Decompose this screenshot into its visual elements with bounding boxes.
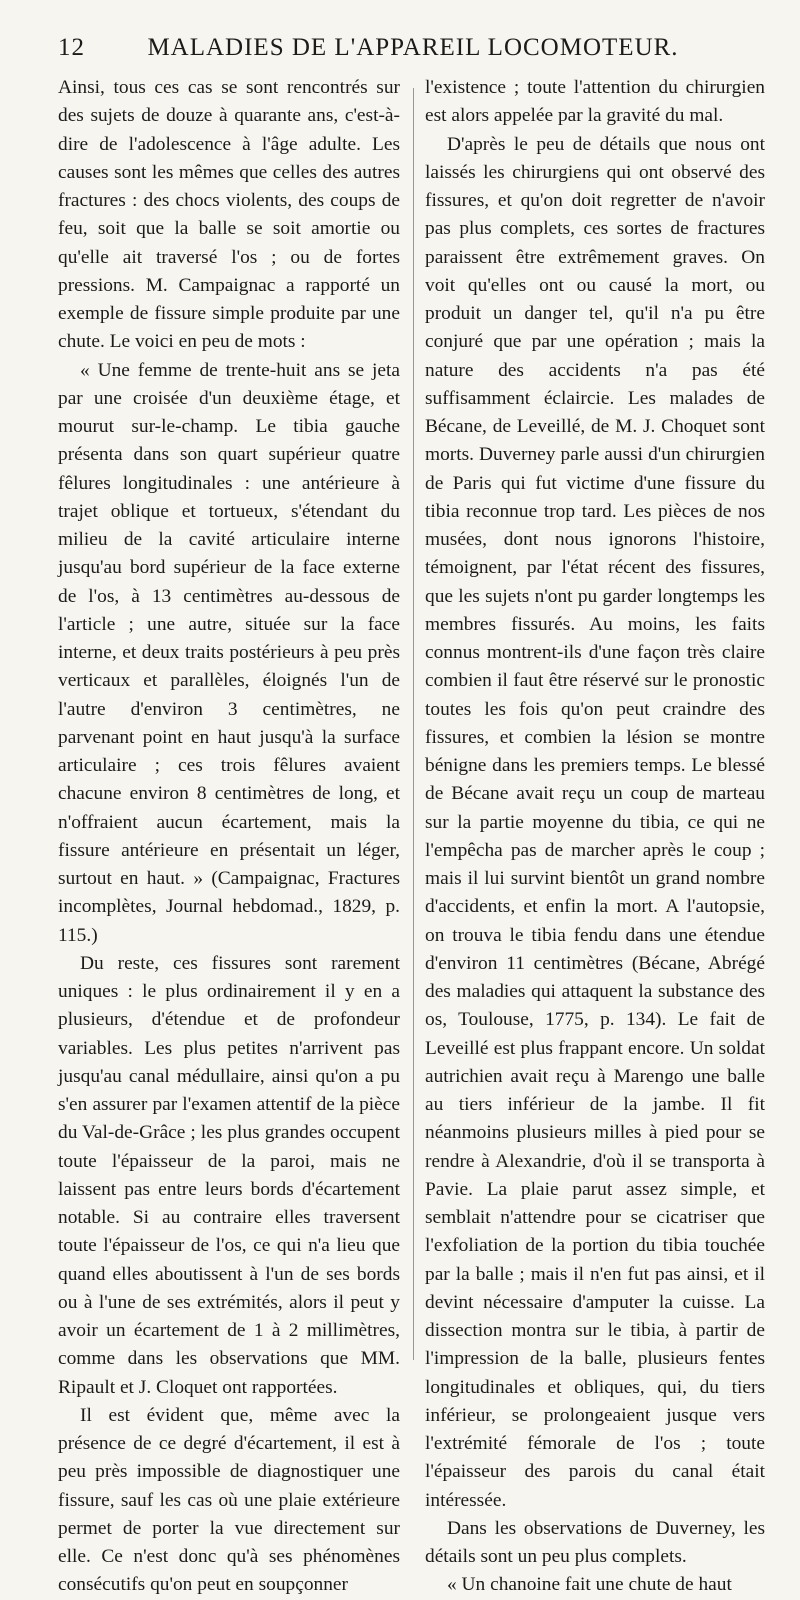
paragraph: « Une femme de trente-huit ans se jeta par une croisée d'un deuxième étage, et mourut sur-le-champ. Le tibia gauche présenta dans son quart supérieur quatre fêlures longitudinales : une antérieure à trajet oblique et tortueux, s'étendant du milieu de la cavité articulaire interne jusqu'au bord supérieur de la face externe de l'os, à 13 centimètres au-dessous de l'article ; une autre, située sur la face interne, et deux traits postérieurs à peu près verticaux et parallèles, éloignés l'un de l'autre d'environ 3 centimètres, ne parvenant point en haut jusqu'à la surface articulaire ; ces trois fêlures avaient chacune environ 8 centimètres de long, et n'offraient aucun écartement, mais la fissure antérieure en présentait un léger, surtout en haut. » (Campaignac, Fractures incomplètes, Journal hebdomad., 1829, p. 115.)	[58, 359, 400, 946]
page-number: 12	[58, 34, 85, 61]
right-column	[425, 74, 765, 1600]
page-header	[58, 34, 764, 66]
column-divider	[413, 88, 414, 1360]
paragraph: Ainsi, tous ces cas se sont rencontrés sur des sujets de douze à quarante ans, c'est-à-dire de l'adolescence à l'âge adulte. Les causes sont les mêmes que celles des autres fractures : des chocs violents, des coups de feu, soit que la balle se soit amortie ou qu'elle ait traversé l'os ; ou de fortes pressions. M. Campaignac a rapporté un exemple de fissure simple produite par une chute. Le voici en peu de mots :	[58, 77, 400, 353]
paragraph: Dans les observations de Duverney, les détails sont un peu plus complets.	[425, 1517, 765, 1567]
paragraph: « Un chanoine fait une chute de haut	[447, 1574, 732, 1596]
left-column	[58, 74, 400, 1600]
running-title: MALADIES DE L'APPAREIL LOCOMOTEUR.	[147, 34, 679, 61]
paragraph: Du reste, ces fissures sont rarement uniques : le plus ordinairement il y en a plusieurs, d'étendue et de profondeur variables. Les plus petites n'arrivent pas jusqu'au canal médullaire, ainsi qu'on a pu s'en assurer par l'examen attentif de la pièce du Val-de-Grâce ; les plus grandes occupent toute l'épaisseur de la paroi, mais ne laissent pas entre leurs bords d'écartement notable. Si au contraire elles traversent toute l'épaisseur de l'os, ce qui n'a lieu que quand elles aboutissent à l'un de ses bords ou à l'une de ses extrémités, alors il peut y avoir un écartement de 1 à 2 millimètres, comme dans les observations que MM. Ripault et J. Cloquet ont rapportées.	[58, 952, 400, 1398]
paragraph: Il est évident que, même avec la présence de ce degré d'écartement, il est à peu près impossible de diagnostiquer une fissure, sauf les cas où une plaie extérieure permet de porter la vue directement sur elle. Ce n'est donc qu'à ses phénomènes consécutifs qu'on peut en soupçonner	[58, 1404, 400, 1596]
paragraph: l'existence ; toute l'attention du chirurgien est alors appelée par la gravité du mal.	[425, 77, 765, 127]
paragraph: D'après le peu de détails que nous ont laissés les chirurgiens qui ont observé des fissures, et qu'on doit regretter de n'avoir pas plus complets, ces sortes de fractures paraissent être extrêmement graves. On voit qu'elles ont ou causé la mort, ou produit un danger tel, qu'il n'a pu être conjuré que par une opération ; mais la nature des accidents n'a pas été suffisamment éclaircie. Les malades de Bécane, de Leveillé, de M. J. Choquet sont morts. Duverney parle aussi d'un chirurgien de Paris qui fut victime d'une fissure du tibia reconnue trop tard. Les pièces de nos musées, dont nous ignorons l'histoire, témoignent, par l'état récent des fissures, que les sujets n'ont pu garder longtemps les membres fissurés. Au moins, les faits connus montrent-ils d'une façon très claire combien il faut être réservé sur le pronostic toutes les fois qu'on peut craindre des fissures, et combien la lésion se montre bénigne dans les premiers temps. Le blessé de Bécane avait reçu un coup de marteau sur la partie moyenne du tibia, ce qui ne l'empêcha pas de marcher après le coup ; mais il lui survint bientôt un grand nombre d'accidents, et enfin la mort. A l'autopsie, on trouva le tibia fendu dans une étendue d'environ 11 centimètres (Bécane, Abrégé des maladies qui attaquent la substance des os, Toulouse, 1775, p. 134). Le fait de Leveillé est plus frappant encore. Un soldat autrichien avait reçu à Marengo une balle au tiers inférieur de la jambe. Il fit néanmoins plusieurs milles à pied pour se rendre à Alexandrie, d'où il se transporta à Pavie. La plaie parut assez simple, et semblait n'attendre pour se cicatriser que l'exfoliation de la portion du tibia touchée par la balle ; mais il n'en fut pas ainsi, et il devint nécessaire d'amputer la cuisse. La dissection montra sur le tibia, à partir de l'impression de la balle, plusieurs fentes longitudinales et obliques, qui, du tiers inférieur, se prolongeaient jusque vers l'extrémité fémorale de l'os ; toute l'épaisseur des parois du canal était intéressée.	[425, 133, 765, 1511]
